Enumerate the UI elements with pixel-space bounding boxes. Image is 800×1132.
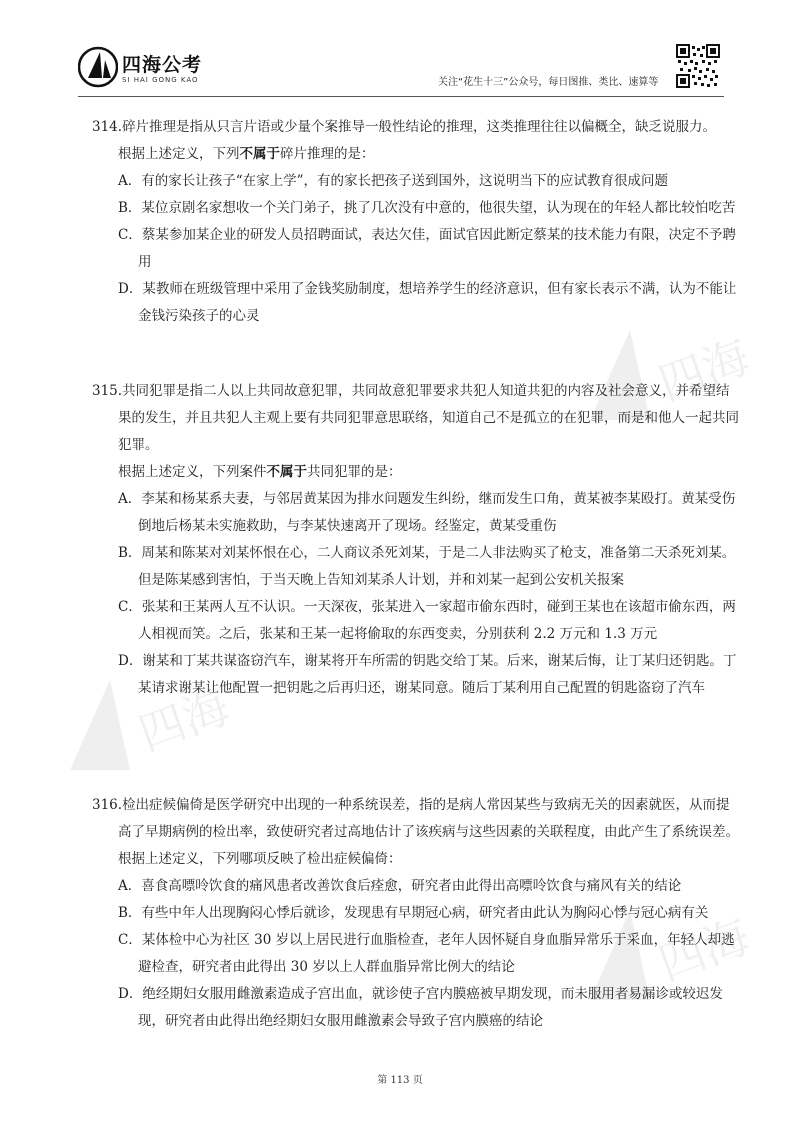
question-prompt — [118, 846, 742, 873]
svg-text:四海: 四海 — [651, 909, 757, 992]
header-tagline: 关注“花生十三”公众号，每日图推、类比、速算等 — [438, 77, 659, 88]
prompt-text: 根据上述定义，下列 — [118, 146, 240, 162]
svg-text:四海: 四海 — [651, 329, 757, 412]
question-stem-text: 检出症候偏倚是医学研究中出现的一种系统误差，指的是病人常因某些与致病无关的因素就医，从而提高了早期病例的检出率，致使研究者过高地估计了该疾病与这些因素的关联程度，由此产生了系统误差。 — [118, 797, 739, 840]
question-number: 316. — [92, 797, 123, 813]
option-c: C．张某和王某两人互不认识。一天深夜，张某进入一家超市偷东西时，碰到王某也在该超市偷东西，两人相视而笑。之后，张某和王某一起将偷取的东西变卖，分别获利 2.2 万元和 1.3 万元 — [118, 599, 736, 642]
logo-english-name: SI HAI GONG KAO — [122, 76, 199, 84]
option-b: B．周某和陈某对刘某怀恨在心，二人商议杀死刘某，于是二人非法购买了枪支，准备第二天杀死刘某。但是陈某感到害怕，于当天晚上告知刘某杀人计划，并和刘某一起到公安机关报案 — [118, 545, 736, 588]
question-314 — [92, 114, 742, 330]
question-number: 314. — [92, 119, 123, 135]
question-prompt — [118, 141, 742, 168]
prompt-emphasis: 不属于 — [266, 464, 307, 480]
prompt-text: 根据上述定义，下列哪项反映了检出症候偏倚： — [118, 851, 402, 867]
prompt-text: 根据上述定义，下列案件 — [118, 464, 267, 480]
option-a: A．李某和杨某系夫妻，与邻居黄某因为排水问题发生纠纷，继而发生口角，黄某被李某殴打。黄某受伤倒地后杨某未实施救助，与李某快速离开了现场。经鉴定，黄某受重伤 — [118, 491, 736, 534]
question-stem-text: 共同犯罪是指二人以上共同故意犯罪，共同故意犯罪要求共犯人知道共犯的内容及社会意义，并希望结果的发生，并且共犯人主观上要有共同犯罪意思联络，知道自己不是孤立的在犯罪，而是和他人一起共同犯罪。 — [118, 383, 739, 453]
option-d: D．谢某和丁某共谋盗窃汽车，谢某将开车所需的钥匙交给丁某。后来，谢某后悔，让丁某归还钥匙。丁某请求谢某让他配置一把钥匙之后再归还，谢某同意。随后丁某利用自己配置的钥匙盗窃了汽车 — [118, 653, 737, 696]
question-stem — [92, 378, 742, 459]
prompt-text: 碎片推理的是： — [280, 146, 375, 162]
option-a: A．有的家长让孩子“在家上学”，有的家长把孩子送到国外，这说明当下的应试教育很成问题 — [118, 173, 669, 189]
logo-chinese-name: 四海公考 — [122, 54, 203, 76]
page-header — [0, 0, 800, 100]
question-316 — [92, 792, 742, 1035]
question-315 — [92, 378, 742, 702]
brand-logo — [78, 44, 228, 96]
option-b: B．有些中年人出现胸闷心悸后就诊，发现患有早期冠心病，研究者由此认为胸闷心悸与冠心病有关 — [118, 905, 709, 921]
header-divider — [78, 96, 724, 97]
option-c: C．蔡某参加某企业的研发人员招聘面试，表达欠佳，面试官因此断定蔡某的技术能力有限，决定不予聘用 — [118, 227, 736, 270]
prompt-text: 共同犯罪的是： — [307, 464, 402, 480]
prompt-emphasis: 不属于 — [239, 146, 280, 162]
option-d: D．某教师在班级管理中采用了金钱奖励制度，想培养学生的经济意识，但有家长表示不满，认为不能让金钱污染孩子的心灵 — [118, 281, 737, 324]
question-prompt — [118, 459, 742, 486]
question-number: 315. — [92, 383, 123, 399]
page-number: 第 113 页 — [377, 1075, 423, 1086]
qr-code-icon — [676, 44, 720, 88]
sail-logo-icon — [78, 44, 118, 90]
option-a: A．喜食高嘌呤饮食的痛风患者改善饮食后痊愈，研究者由此得出高嘌呤饮食与痛风有关的结论 — [118, 878, 682, 894]
option-d: D．绝经期妇女服用雌激素造成子宫出血，就诊使子宫内膜癌被早期发现，而未服用者易漏诊或较迟发现，研究者由此得出绝经期妇女服用雌激素会导致子宫内膜癌的结论 — [118, 986, 723, 1029]
option-b: B．某位京剧名家想收一个关门弟子，挑了几次没有中意的，他很失望，认为现在的年轻人都比较怕吃苦 — [118, 200, 736, 216]
question-stem — [92, 792, 742, 846]
svg-text:四海: 四海 — [131, 679, 237, 762]
question-stem — [92, 114, 742, 141]
option-c: C．某体检中心为社区 30 岁以上居民进行血脂检查，老年人因怀疑自身血脂异常乐于采血，年轻人却逃避检查，研究者由此得出 30 岁以上人群血脂异常比例大的结论 — [118, 932, 735, 975]
question-stem-text: 碎片推理是指从只言片语或少量个案推导一般性结论的推理，这类推理往往以偏概全，缺乏说服力。 — [122, 119, 717, 135]
